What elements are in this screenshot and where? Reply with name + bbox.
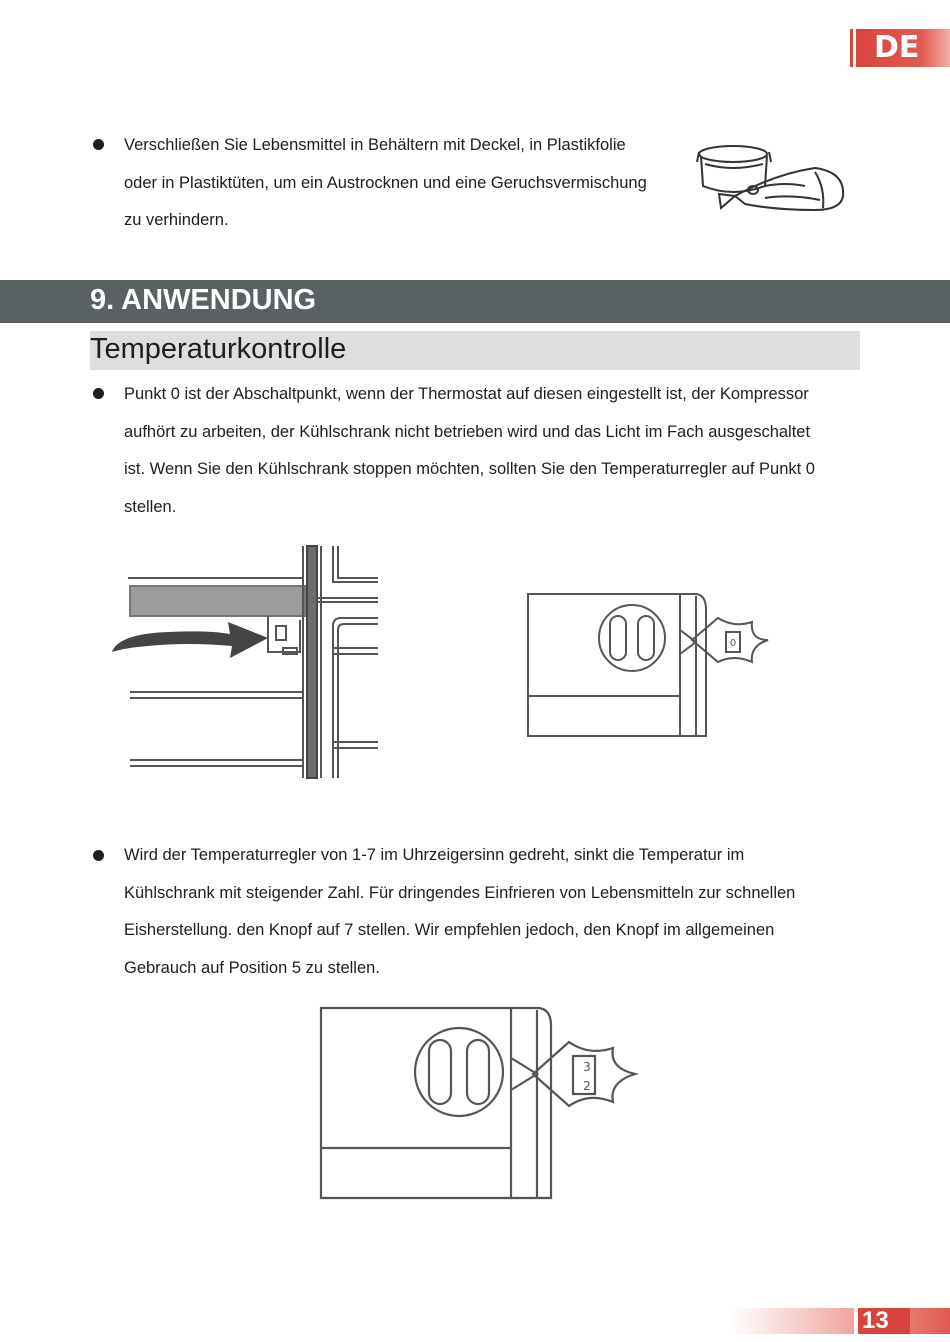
fridge-thermostat-location-figure — [108, 542, 380, 782]
bullet-dot — [93, 388, 104, 399]
subsection-title: Temperaturkontrolle — [90, 333, 347, 365]
bullet2-line: Eisherstellung. den Knopf auf 7 stellen. Wir empfehlen jedoch, den Knopf im allgemeinen — [124, 921, 775, 939]
page-number-badge — [730, 1308, 950, 1334]
bullet-dot — [93, 139, 104, 150]
bullet2-line: Kühlschrank mit steigender Zahl. Für dringendes Einfrieren von Lebensmitteln zur schnellen — [124, 883, 796, 902]
bullet1-line: aufhört zu arbeiten, der Kühlschrank nicht betrieben wird und das Licht im Fach ausgeschaltet — [124, 422, 811, 441]
intro-line: zu verhindern. — [124, 211, 229, 229]
bullet1-line: ist. Wenn Sie den Kühlschrank stoppen möchten, sollten Sie den Temperaturregler auf Punkt 0 — [124, 460, 815, 478]
bullet1-paragraph — [124, 376, 858, 526]
thermostat-dial-setting-figure — [315, 1002, 645, 1202]
bullet-dot — [93, 850, 104, 861]
bullet1-line: Punkt 0 ist der Abschaltpunkt, wenn der Thermostat auf diesen eingestellt ist, der Kompressor — [124, 385, 809, 403]
dial-label: 0 — [729, 638, 737, 649]
intro-line: Verschließen Sie Lebensmittel in Behältern mit Deckel, in Plastikfolie — [124, 136, 626, 154]
page-number: 13 — [862, 1307, 889, 1334]
bullet2-paragraph — [124, 837, 858, 987]
thermostat-dial-zero-figure — [520, 588, 772, 743]
bullet2-line: Wird der Temperaturregler von 1-7 im Uhrzeigersinn gedreht, sinkt die Temperatur im — [124, 846, 745, 864]
language-label: DE — [856, 29, 950, 67]
subsection-heading-bar — [90, 331, 860, 370]
dial-number-top: 3 — [583, 1060, 591, 1074]
section-title: 9. ANWENDUNG — [90, 284, 317, 316]
intro-paragraph — [124, 127, 676, 240]
bullet2-line: Gebrauch auf Position 5 zu stellen. — [124, 958, 380, 977]
language-tab-stripe — [850, 29, 853, 67]
language-tab — [850, 28, 950, 68]
intro-line: oder in Plastiktüten, um ein Austrocknen und eine Geruchsvermischung — [124, 173, 647, 192]
section-heading-bar — [0, 280, 950, 323]
dial-number-bottom: 2 — [583, 1079, 591, 1093]
food-storage-illustration — [695, 138, 850, 238]
bullet1-line: stellen. — [124, 497, 177, 516]
